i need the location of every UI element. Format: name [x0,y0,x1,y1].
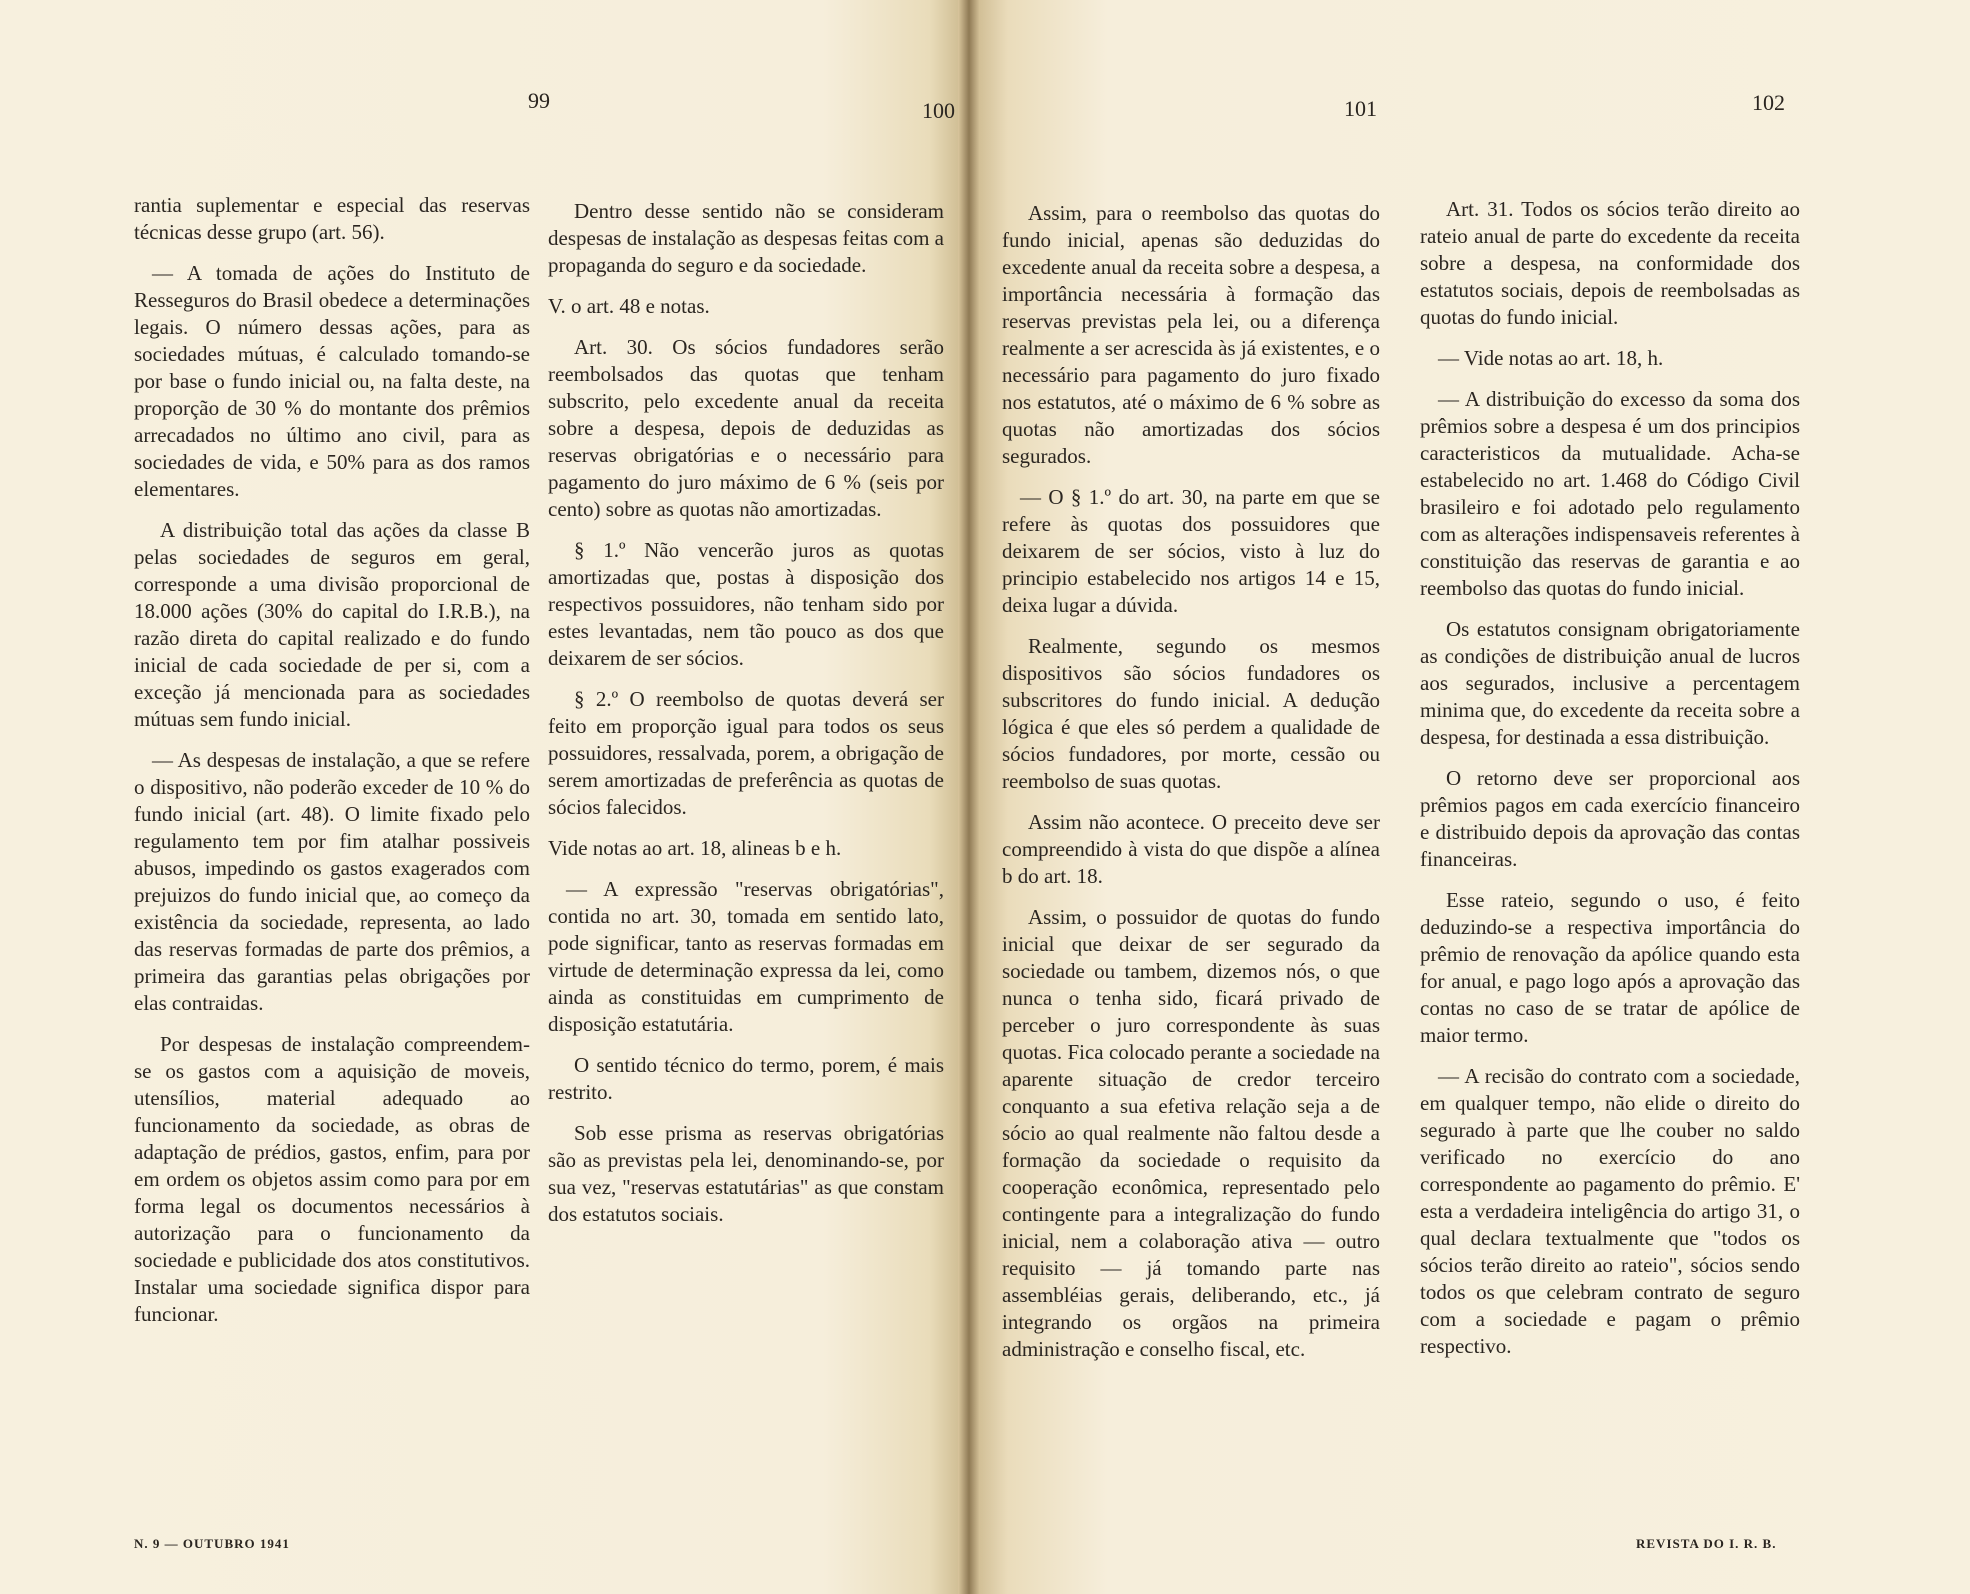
paragraph: rantia suplementar e especial das reservas técnicas desse grupo (art. 56). [134,193,530,244]
paragraph: Vide notas ao art. 18, alineas b e h. [548,836,842,860]
paragraph: Sob esse prisma as reservas obrigatórias são as previstas pela lei, denominando-se, por sua vez, "reservas estatutárias" as que constam dos estatutos sociais. [548,1121,944,1226]
paragraph: A distribuição total das ações da classe B pelas sociedades de seguros em geral, corresponde a uma divisão proporcional de 18.000 ações (30% do capital do I.R.B.), na razão direta do capital realizado e do fundo inicial de cada sociedade de per si, com a exceção já mencionada para as sociedades mútuas sem fundo inicial. [134,518,530,731]
page-number-101: 101 [1344,96,1377,121]
footer-issue-date: N. 9 — OUTUBRO 1941 [134,1536,290,1551]
paragraph: Dentro desse sentido não se consideram despesas de instalação as despesas feitas com a propaganda do seguro e da sociedade. [548,199,944,277]
footer-journal-name: REVISTA DO I. R. B. [1636,1536,1777,1551]
paragraph: — O § 1.º do art. 30, na parte em que se refere às quotas dos possuidores que deixarem de ser sócios, visto à luz do principio estabelecido nos artigos 14 e 15, deixa lugar a dúvida. [1002,485,1380,617]
column-page-101 [1002,200,1380,1377]
paragraph: — A recisão do contrato com a sociedade, em qualquer tempo, não elide o direito do segurado à parte que lhe couber no saldo verificado no exercício do ano correspondente ao pagamento do prêmio. E' esta a verdadeira inteligência do artigo 31, o qual declara textualmente que "todos os sócios terão direito ao rateio", sócios sendo todos os que celebram contrato de seguro com a sociedade e pagam o prêmio respectivo. [1420,1064,1800,1358]
paragraph: Assim, para o reembolso das quotas do fundo inicial, apenas são deduzidas do excedente anual da receita sobre a despesa, a importância necessária à formação das reservas previstas pela lei, ou a diferença realmente a ser acrescida às já existentes, e o necessário para pagamento do juro fixado nos estatutos, até o máximo de 6 % sobre as quotas não amortizadas dos sócios segurados. [1002,201,1380,468]
paragraph: — A distribuição do excesso da soma dos prêmios sobre a despesa é um dos principios caracteristicos da mutualidade. Acha-se estabelecido no art. 1.468 do Código Civil brasileiro e foi adotado pelo regulamento com as alterações indispensaveis referentes à constituição das reservas de garantia e ao reembolso das quotas do fundo inicial. [1420,387,1800,600]
paragraph: Esse rateio, segundo o uso, é feito deduzindo-se a respectiva importância do prêmio de renovação da apólice quando esta for anual, e pago logo após a aprovação das contas no caso de se tratar de apólice de maior termo. [1420,888,1800,1047]
paragraph: — A expressão "reservas obrigatórias", contida no art. 30, tomada em sentido lato, pode significar, tanto as reservas formadas em virtude de determinação expressa da lei, como ainda as constituidas em cumprimento de disposição estatutária. [548,877,944,1036]
paragraph: O sentido técnico do termo, porem, é mais restrito. [548,1053,944,1104]
page-number-102: 102 [1752,90,1785,115]
paragraph: — A tomada de ações do Instituto de Resseguros do Brasil obedece a determinações legais. O número dessas ações, para as sociedades mútuas, é calculado tomando-se por base o fundo inicial ou, na falta deste, na proporção de 30 % do montante dos prêmios arrecadados no último ano civil, para as sociedades de vida, e 50% para as dos ramos elementares. [134,261,530,501]
column-page-100 [548,198,944,1242]
paragraph: Assim não acontece. O preceito deve ser compreendido à vista do que dispõe a alínea b do art. 18. [1002,810,1380,888]
page-number-100: 100 [922,98,955,123]
paragraph: § 1.º Não vencerão juros as quotas amortizadas que, postas à disposição dos respectivos possuidores, não tenham sido por estes levantadas, nem tão pouco as dos que deixarem de ser sócios. [548,538,944,670]
book-gutter [958,0,980,1594]
paragraph: Assim, o possuidor de quotas do fundo inicial que deixar de ser segurado da sociedade ou tambem, dizemos nós, o que nunca o tenha sido, ficará privado de perceber o juro correspondente às suas quotas. Fica colocado perante a sociedade na aparente situação de credor terceiro conquanto a sua efetiva relação seja a de sócio ao qual realmente não faltou desde a formação da sociedade o requisito da cooperação econômica, representado pelo contingente para a integralização do fundo inicial, nem a colaboração ativa — outro requisito — já tomando parte nas assembléias gerais, deliberando, etc., já integrando os orgãos na primeira administração e conselho fiscal, etc. [1002,905,1380,1361]
paragraph: Art. 31. Todos os sócios terão direito ao rateio anual de parte do excedente da receita sobre a despesa, na conformidade dos estatutos sociais, depois de reembolsadas as quotas do fundo inicial. [1420,197,1800,329]
paragraph: Art. 30. Os sócios fundadores serão reembolsados das quotas que tenham subscrito, pelo excedente anual da receita sobre a despesa, depois de deduzidas as reservas obrigatórias e o necessário para pagamento do juro máximo de 6 % (seis por cento) sobre as quotas não amortizadas. [548,335,944,521]
paragraph: Realmente, segundo os mesmos dispositivos são sócios fundadores os subscritores do fundo inicial. A dedução lógica é que eles só perdem a qualidade de sócios fundadores, por morte, cessão ou reembolso de suas quotas. [1002,634,1380,793]
paragraph: — As despesas de instalação, a que se refere o dispositivo, não poderão exceder de 10 % do fundo inicial (art. 48). O limite fixado pelo regulamento tem por fim atalhar possiveis abusos, impedindo os gastos exagerados com prejuizos do fundo inicial que, ao começo da existência da sociedade, representa, ao lado das reservas formadas de parte dos prêmios, a primeira das garantias pelas obrigações por elas contraidas. [134,748,530,1015]
column-page-102 [1420,196,1800,1374]
paragraph: Por despesas de instalação compreendem-se os gastos com a aquisição de moveis, utensílios, material adequado ao funcionamento da sociedade, as obras de adaptação de prédios, gastos, enfim, para por em ordem os objetos assim como para por em forma legal os documentos necessários à autorização para o funcionamento da sociedade e publicidade dos atos constitutivos. Instalar uma sociedade significa dispor para funcionar. [134,1032,530,1326]
paragraph: § 2.º O reembolso de quotas deverá ser feito em proporção igual para todos os seus possuidores, ressalvada, porem, a obrigação de serem amortizadas de preferência as quotas de sócios falecidos. [548,687,944,819]
page-number-99: 99 [528,88,550,113]
paragraph: O retorno deve ser proporcional aos prêmios pagos em cada exercício financeiro e distribuido depois da aprovação das contas financeiras. [1420,766,1800,871]
column-page-99 [134,192,530,1342]
paragraph: Os estatutos consignam obrigatoriamente as condições de distribuição anual de lucros aos segurados, inclusive a percentagem minima que, do excedente da receita sobre a despesa, for destinada a essa distribuição. [1420,617,1800,749]
paragraph: — Vide notas ao art. 18, h. [1438,346,1664,370]
paragraph: V. o art. 48 e notas. [548,294,710,318]
